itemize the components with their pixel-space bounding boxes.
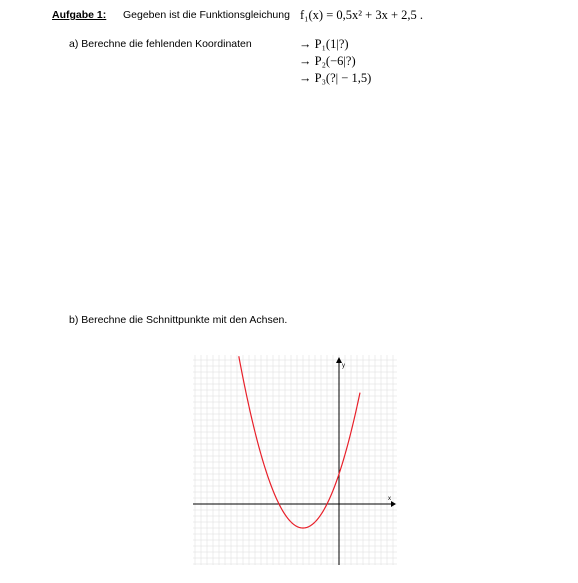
x-axis-label: x [388,496,391,502]
part-b-instruction: b) Berechne die Schnittpunkte mit den Achsen. [69,314,288,326]
point-p1: → P₁(1|?) [299,37,349,51]
point-p3: → P₃(?| − 1,5) [299,71,372,85]
task-label: Aufgabe 1: [52,9,107,21]
graph-grid [193,355,397,565]
function-equation: f₁(x) = 0,5x² + 3x + 2,5 . [300,8,423,22]
task-text: Gegeben ist die Funktionsgleichung [123,9,290,21]
y-axis-label: y [342,363,345,369]
part-a-instruction: a) Berechne die fehlenden Koordinaten [69,38,252,50]
point-p2: → P₂(−6|?) [299,54,356,68]
x-axis-arrow [391,501,396,507]
function-graph [193,355,397,565]
parabola-curve [239,356,360,528]
